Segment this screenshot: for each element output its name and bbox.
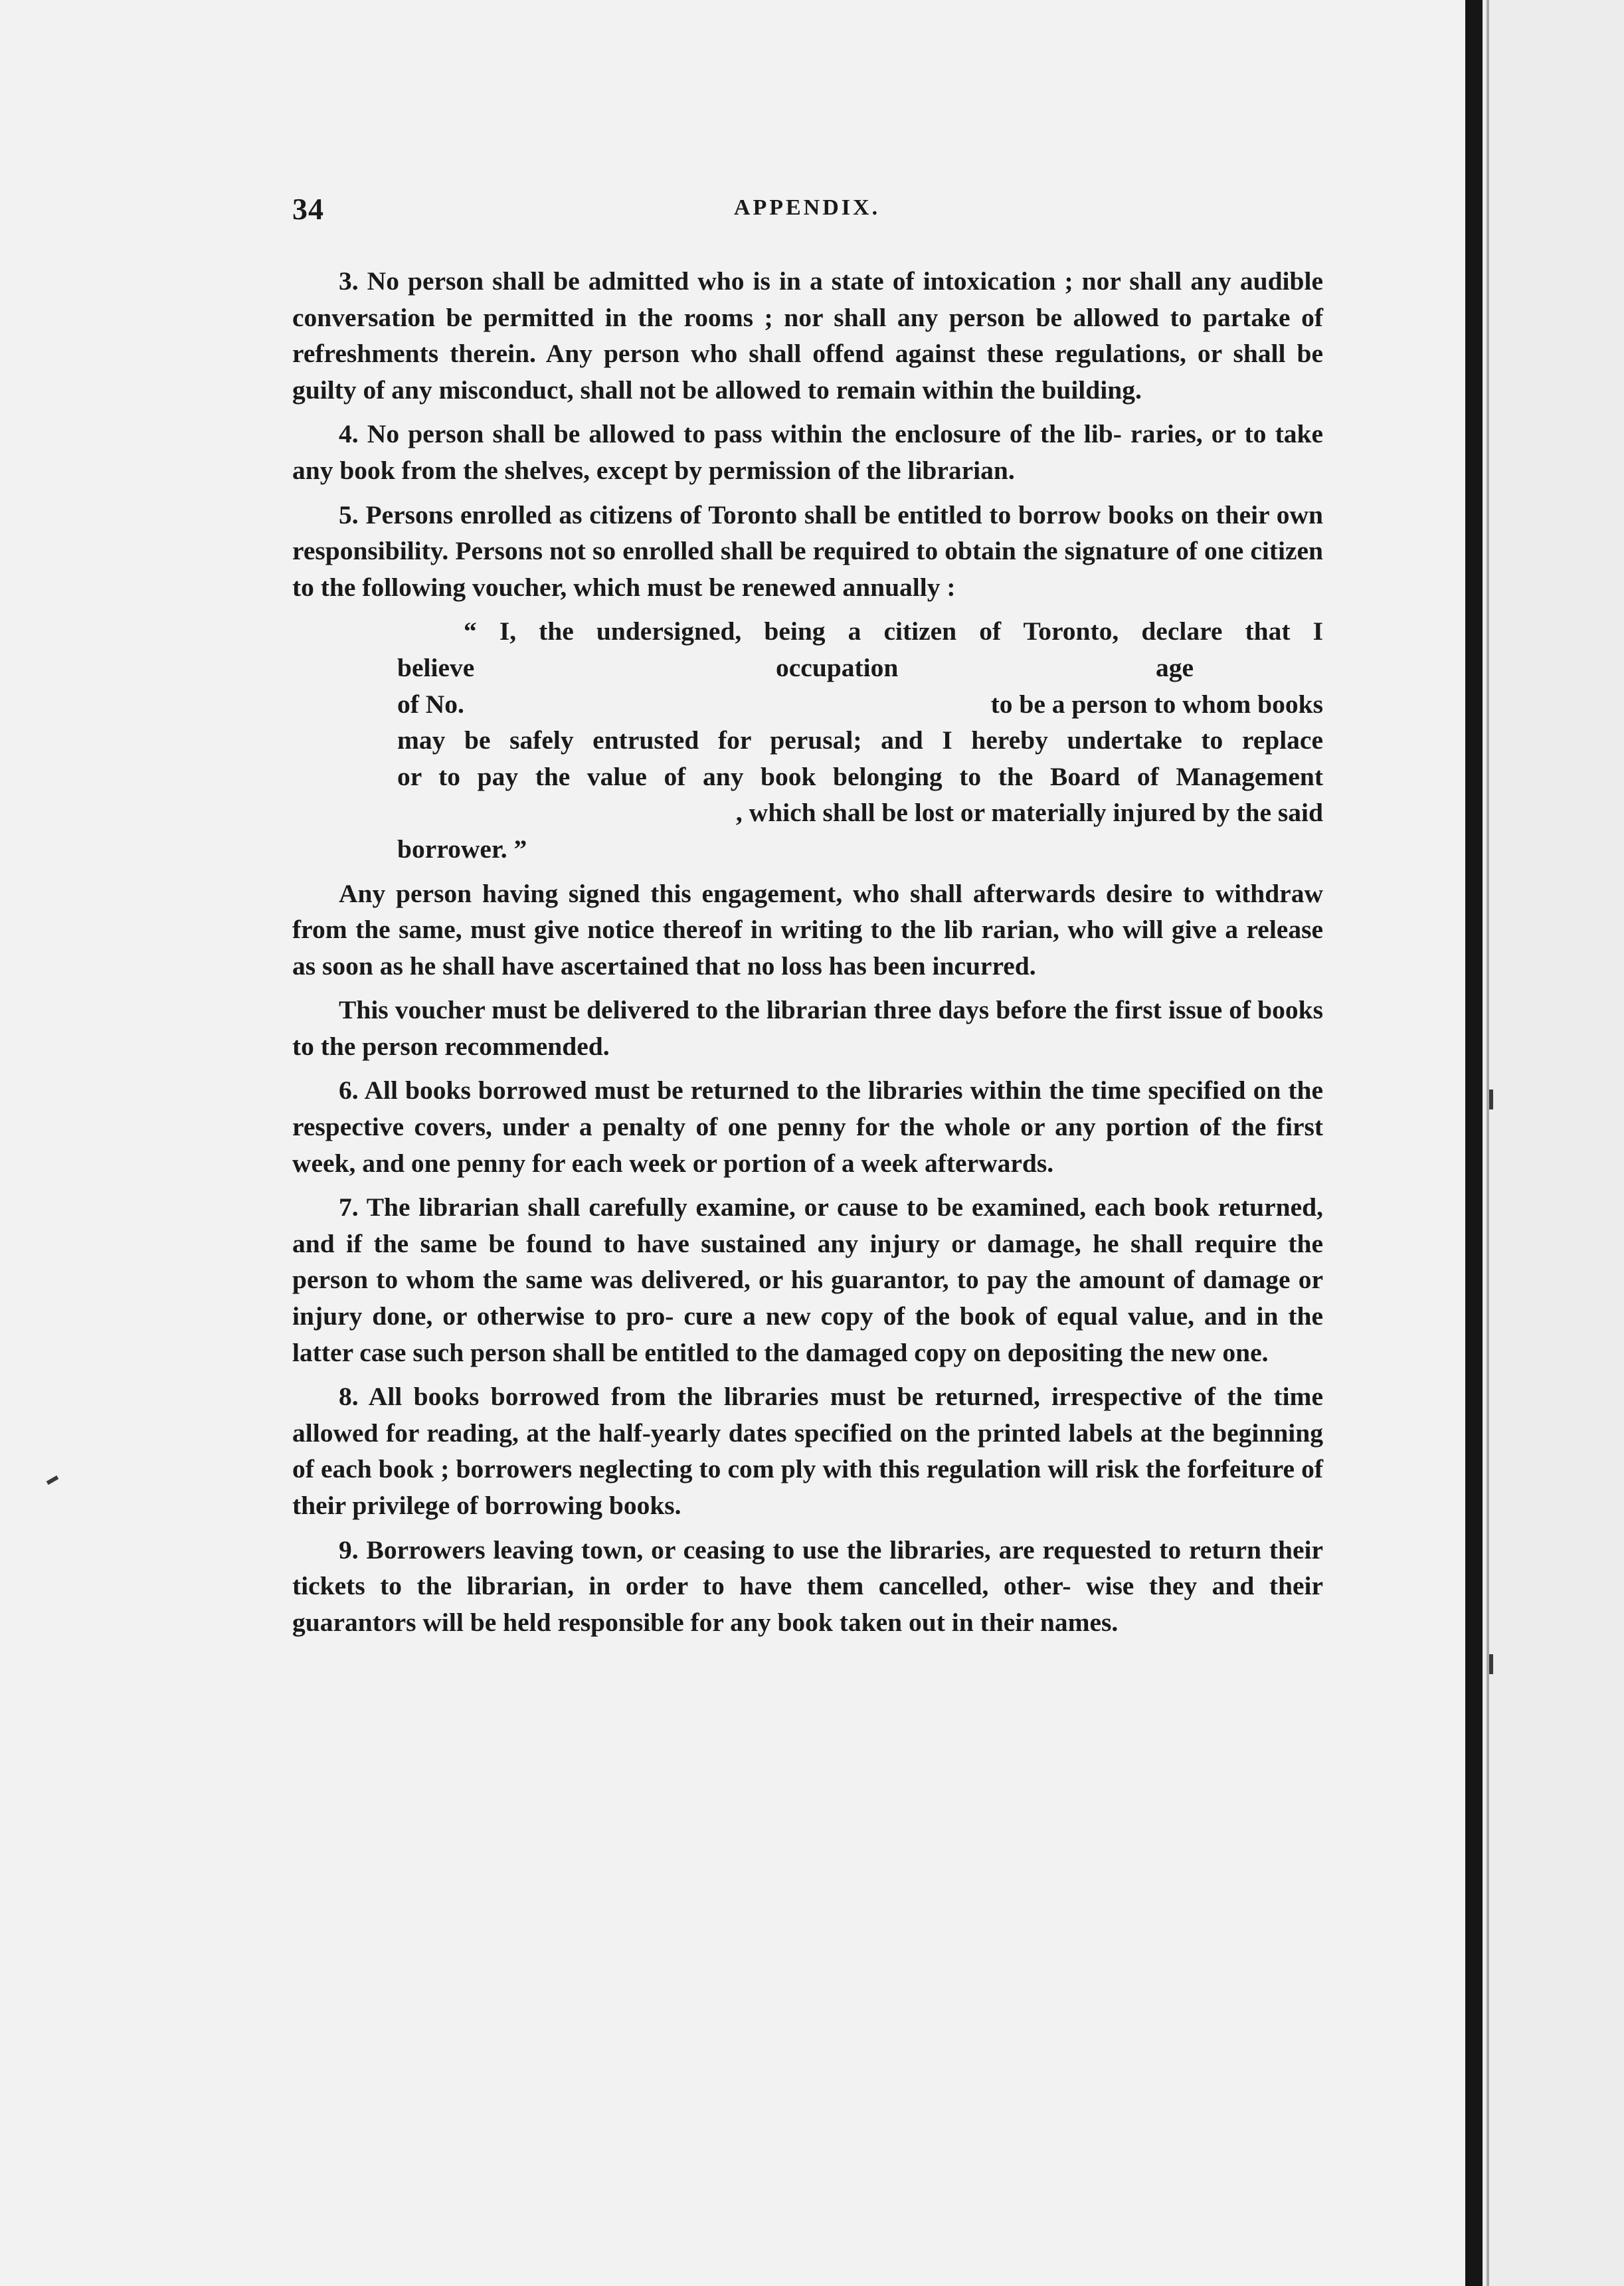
voucher-line-1: “ I, the undersigned, being a citizen of Toronto, declare that I [464,617,1323,646]
voucher-person-books: to be a person to whom books [990,689,1323,719]
voucher-line-6 [397,795,1323,831]
deliver-paragraph: This voucher must be delivered to the librarian three days before the first issue of books to the person recommended. [292,995,1323,1061]
voucher-line-2 [397,650,1323,686]
rule-9: 9. Borrowers leaving town, or ceasing to use the libraries, are requested to return their tickets to the librarian, in order to have them cancelled, other- wise they and their guarantors will be held responsible for any book taken out in their names. [292,1535,1323,1637]
voucher-believe: believe [397,652,475,682]
edge-tick [1489,1654,1493,1674]
page-number: 34 [292,192,324,226]
voucher-occupation: occupation [776,652,899,682]
facing-page-edge-line [1487,0,1489,2286]
facing-page-edge [1483,0,1624,2286]
book-spine-shadow [1465,0,1483,2286]
edge-tick [1489,1090,1493,1109]
rule-5: 5. Persons enrolled as citizens of Toronto shall be entitled to borrow books on their own responsibility. Persons not so enrolled shall be required to obtain the signature of one citizen to the following voucher, which must be renewed annually : [292,500,1323,602]
withdraw-paragraph: Any person having signed this engagement, who shall afterwards desire to withdraw from the same, must give notice thereof in writing to the lib rarian, who will give a release as soon as he shall have ascertained that no loss has been incurred. [292,878,1323,981]
voucher-line-7: borrower. ” [397,834,527,864]
voucher-of-no: of No. [397,689,464,719]
voucher-form [292,613,1323,867]
rule-7: 7. The librarian shall carefully examine, or cause to be examined, each book returned, and if the same be found to have sustained any injury or damage, he shall require the person to whom the same was delivered, or his guarantor, to pay the amount of damage or injury done, or otherwise to pro- cure a new copy of the book of equal value, and in the latter case such person shall be entitled to the damaged copy on depositing the new one. [292,1192,1323,1367]
voucher-line-5: or to pay the value of any book belonging to the Board of Management [397,761,1323,791]
rules-text [292,263,1323,1648]
voucher-line-4: may be safely entrusted for perusal; and I hereby undertake to replace [397,725,1323,755]
voucher-lost-injured: , which shall be lost or materially injured by the said [735,798,1323,828]
rule-8: 8. All books borrowed from the libraries must be returned, irrespective of the time allowed for reading, at the half-yearly dates specified on the printed labels at the beginning of each book ; borrowers neglecting to com ply with this regulation will risk the forfeiture of their privilege of borrowing books. [292,1382,1323,1520]
rule-4: 4. No person shall be allowed to pass within the enclosure of the lib- raries, or to take any book from the shelves, except by permission of the librarian. [292,419,1323,485]
running-head: APPENDIX. [733,195,881,220]
page-header [292,191,1322,231]
voucher-line-3 [397,686,1323,723]
voucher-age: age [1156,652,1194,682]
rule-3: 3. No person shall be admitted who is in a state of intoxication ; nor shall any audible conversation be permitted in the rooms ; nor shall any person be allowed to partake of refreshments therein. Any person who shall offend against these regulations, or shall be guilty of any misconduct, shall not be allowed to remain within the building. [292,266,1323,405]
rule-6: 6. All books borrowed must be returned to the libraries within the time specified on the respective covers, under a penalty of one penny for the whole or any portion of the first week, and one penny for each week or portion of a week afterwards. [292,1076,1323,1178]
